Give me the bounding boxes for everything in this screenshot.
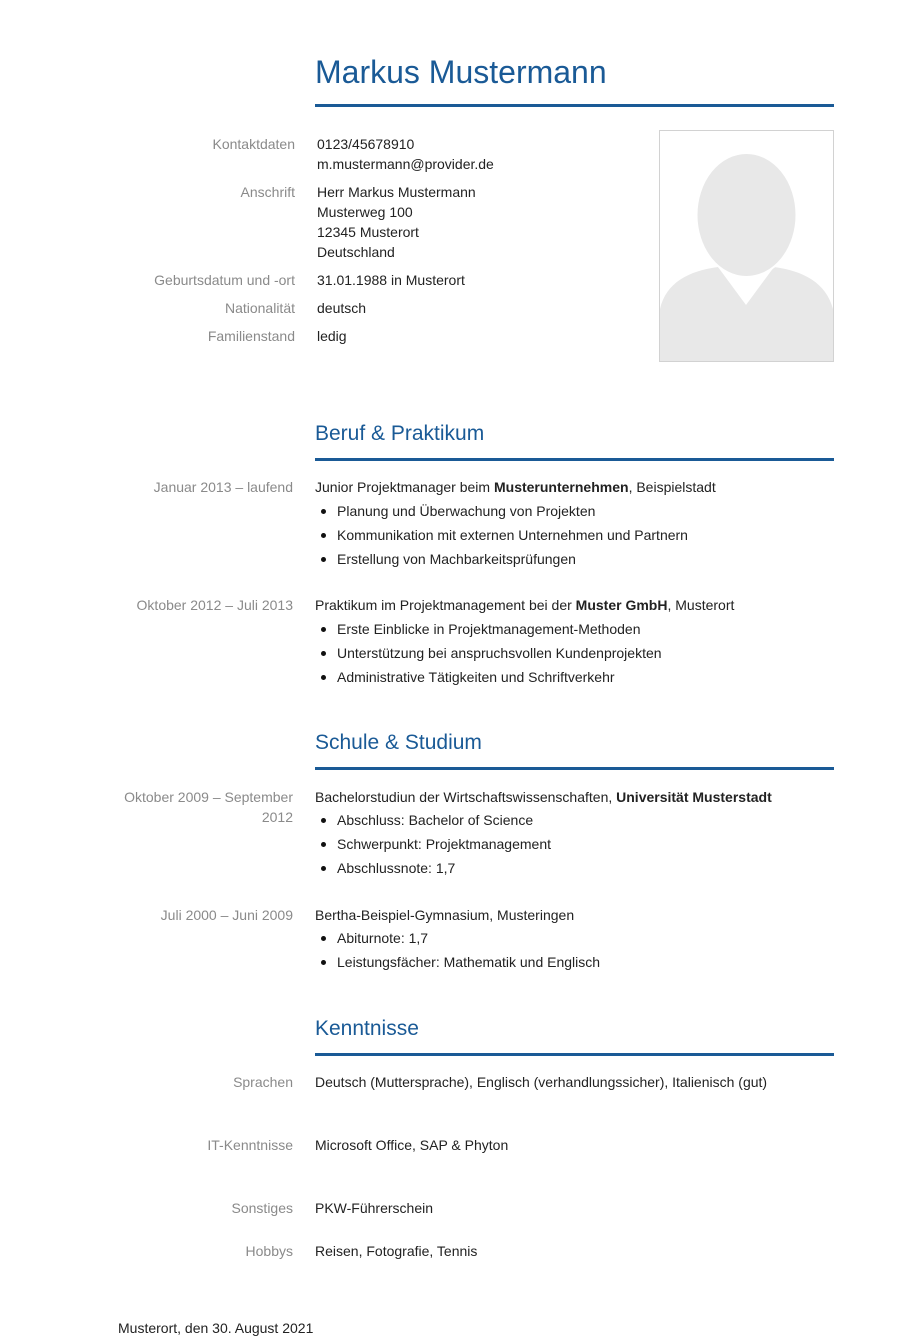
- nationality-label: Nationalität: [224, 300, 295, 316]
- entry-date: 2012: [261, 809, 293, 825]
- skill-value: Microsoft Office, SAP & Phyton: [315, 1137, 509, 1153]
- list-item: Abiturnote: 1,7: [315, 926, 600, 950]
- list-item: Abschlussnote: 1,7: [315, 856, 551, 880]
- entry-bullet-list: [315, 617, 662, 689]
- place-date: Musterort, den 30. August 2021: [118, 1320, 314, 1336]
- section-title-education: Schule & Studium: [315, 731, 482, 754]
- person-silhouette-icon: [660, 131, 833, 361]
- nationality-value: deutsch: [317, 300, 367, 316]
- marital-status-value: ledig: [317, 328, 347, 344]
- entry-title: Junior Projektmanager beim Musterunternehmen, Beispielstadt: [315, 479, 716, 495]
- address-label: Anschrift: [240, 184, 295, 200]
- address-line: Deutschland: [317, 244, 395, 260]
- section-divider: [315, 458, 834, 461]
- list-item: Abschluss: Bachelor of Science: [315, 808, 551, 832]
- list-item: Unterstützung bei anspruchsvollen Kundenprojekten: [315, 641, 662, 665]
- skill-label: Sonstiges: [231, 1200, 293, 1216]
- skill-label: IT-Kenntnisse: [207, 1137, 293, 1153]
- skill-value: Deutsch (Muttersprache), Englisch (verhandlungssicher), Italienisch (gut): [315, 1074, 768, 1090]
- phone-value: 0123/45678910: [317, 136, 415, 152]
- address-line: Herr Markus Mustermann: [317, 184, 476, 200]
- section-title-skills: Kenntnisse: [315, 1017, 419, 1040]
- birth-value: 31.01.1988 in Musterort: [317, 272, 465, 288]
- skill-label: Hobbys: [245, 1243, 293, 1259]
- section-divider: [315, 1053, 834, 1056]
- entry-date: Januar 2013 – laufend: [153, 479, 293, 495]
- page-title: Markus Mustermann: [315, 54, 607, 90]
- entry-date: Oktober 2009 – September: [124, 789, 293, 805]
- skill-value: PKW-Führerschein: [315, 1200, 434, 1216]
- contact-label: Kontaktdaten: [212, 136, 295, 152]
- skill-value: Reisen, Fotografie, Tennis: [315, 1243, 478, 1259]
- skill-label: Sprachen: [233, 1074, 293, 1090]
- list-item: Kommunikation mit externen Unternehmen und Partnern: [315, 523, 688, 547]
- birth-label: Geburtsdatum und -ort: [154, 272, 295, 288]
- entry-bullet-list: [315, 499, 688, 571]
- entry-date: Juli 2000 – Juni 2009: [160, 907, 293, 923]
- entry-bullet-list: [315, 926, 600, 974]
- header-divider: [315, 104, 834, 107]
- address-line: Musterweg 100: [317, 204, 413, 220]
- list-item: Administrative Tätigkeiten und Schriftverkehr: [315, 665, 662, 689]
- section-divider: [315, 767, 834, 770]
- list-item: Planung und Überwachung von Projekten: [315, 499, 688, 523]
- entry-title: Bertha-Beispiel-Gymnasium, Musteringen: [315, 907, 575, 923]
- list-item: Schwerpunkt: Projektmanagement: [315, 832, 551, 856]
- email-value: m.mustermann@provider.de: [317, 156, 494, 172]
- list-item: Erste Einblicke in Projektmanagement-Methoden: [315, 617, 662, 641]
- entry-date: Oktober 2012 – Juli 2013: [136, 597, 293, 613]
- list-item: Erstellung von Machbarkeitsprüfungen: [315, 547, 688, 571]
- entry-bullet-list: [315, 808, 551, 880]
- marital-status-label: Familienstand: [207, 328, 295, 344]
- address-line: 12345 Musterort: [317, 224, 419, 240]
- entry-title: Praktikum im Projektmanagement bei der Muster GmbH, Musterort: [315, 597, 735, 613]
- profile-photo: [659, 130, 834, 362]
- list-item: Leistungsfächer: Mathematik und Englisch: [315, 950, 600, 974]
- section-title-career: Beruf & Praktikum: [315, 422, 485, 445]
- entry-title: Bachelorstudiun der Wirtschaftswissenschaften, Universität Musterstadt: [315, 789, 772, 805]
